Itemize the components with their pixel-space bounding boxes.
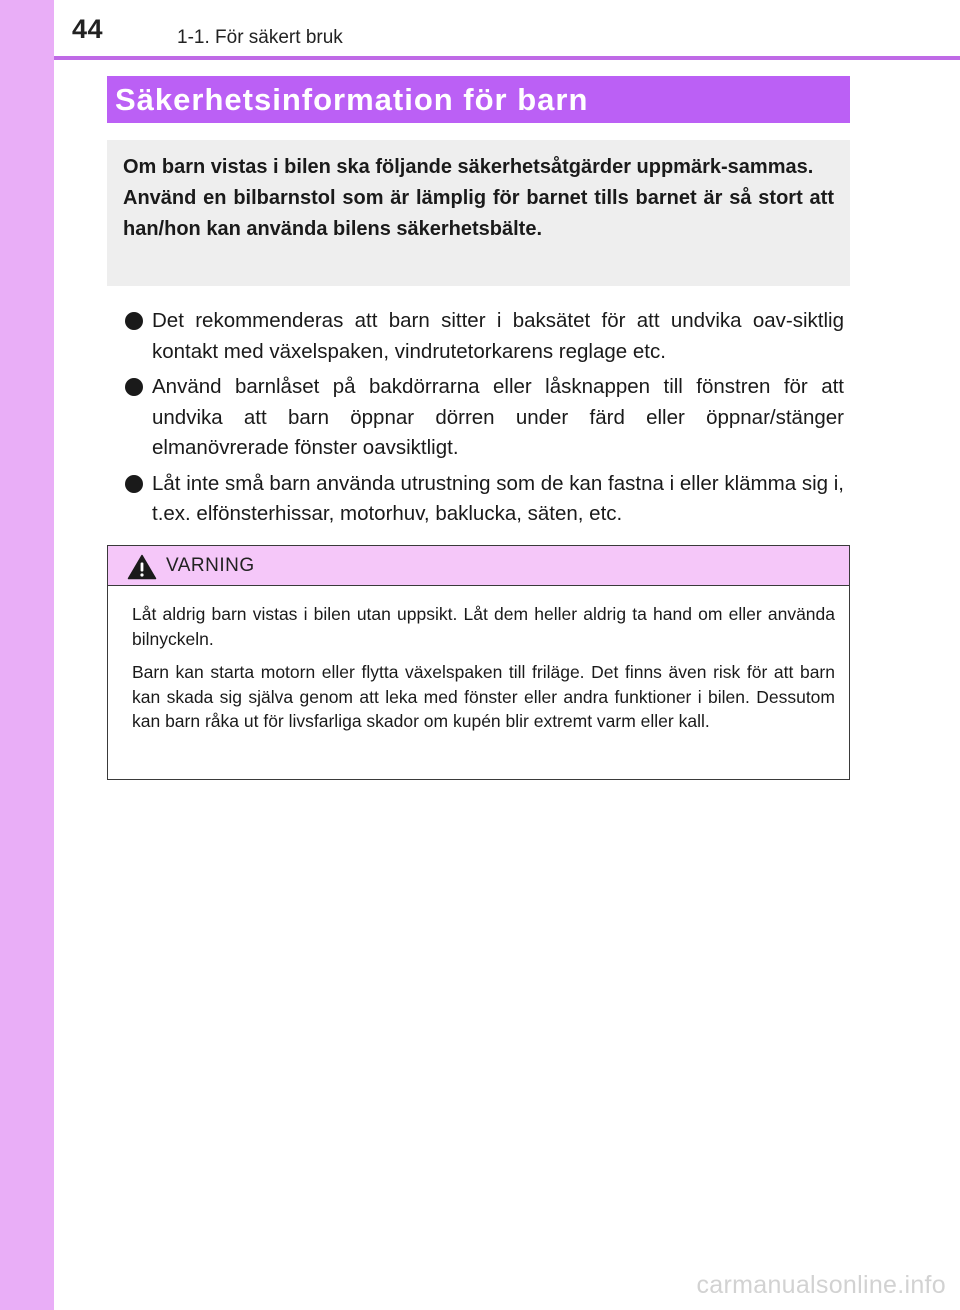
warning-label: VARNING [166,555,255,576]
bullet-item [125,469,844,530]
warning-paragraph: Låt aldrig barn vistas i bilen utan uppsikt. Låt dem heller aldrig ta hand om eller använda bilnyckeln. [132,604,835,649]
bullet-item [125,372,844,464]
bullet-dot-icon [125,378,143,396]
bullet-list [125,306,844,535]
page-number: 44 [72,14,104,44]
bullet-dot-icon [125,475,143,493]
watermark: carmanualsonline.info [696,1271,946,1299]
intro-paragraph: Använd en bilbarnstol som är lämplig för barnet tills barnet är så stort att han/hon kan använda bilens säkerhetsbälte. [123,187,834,240]
bullet-item [125,306,844,367]
warning-box [107,545,850,780]
bullet-text: Det rekommenderas att barn sitter i baksätet för att undvika oav-siktlig kontakt med växelspaken, vindrutetorkarens reglage etc. [152,309,844,363]
warning-paragraph: Barn kan starta motorn eller flytta växelspaken till friläge. Det finns även risk för att barn kan skada sig själva genom att leka med fönster eller andra funktioner i bilen. Dessutom kan barn råka ut för livsfarliga skador om kupén blir extremt varm eller kall. [132,662,835,731]
chapter-label: 1-1. För säkert bruk [177,27,343,48]
chapter-side-strip [0,0,54,1310]
intro-box [107,140,850,286]
intro-text [123,152,834,245]
warning-body [132,602,835,743]
intro-paragraph: Om barn vistas i bilen ska följande säkerhetsåtgärder uppmärk-sammas. [123,156,814,178]
section-title-bar [107,76,850,123]
bullet-text: Använd barnlåset på bakdörrarna eller låsknappen till fönstren för att undvika att barn öppnar dörren under färd eller öppnar/stänger elmanövrerade fönster oavsiktligt. [152,375,844,459]
section-title: Säkerhetsinformation för barn [115,82,589,117]
bullet-dot-icon [125,312,143,330]
bullet-text: Låt inte små barn använda utrustning som de kan fastna i eller klämma sig i, t.ex. elfönsterhissar, motorhuv, baklucka, säten, etc. [152,471,844,525]
warning-triangle-icon [127,554,157,580]
header-rule [54,56,960,60]
warning-header [108,546,849,586]
